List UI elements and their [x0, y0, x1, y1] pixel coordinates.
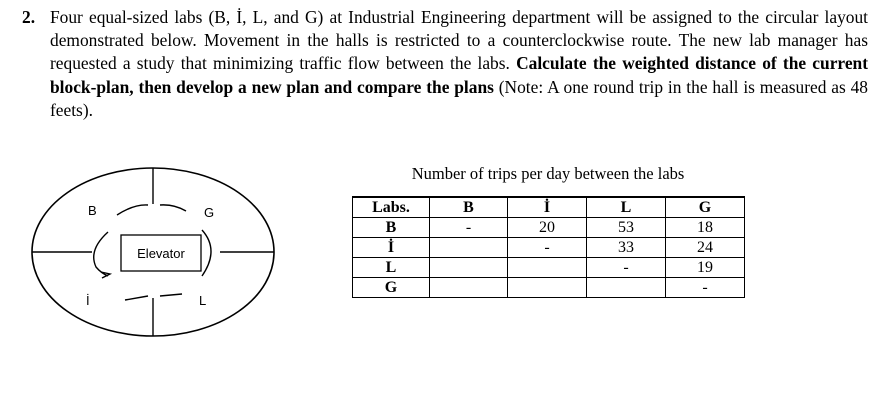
lab-label-bottom-right: L [199, 293, 207, 308]
table-cell [508, 258, 587, 278]
table-row [353, 238, 745, 258]
table-cell: 33 [587, 238, 666, 258]
row-label-i: İ [353, 238, 430, 258]
table-cell [430, 238, 508, 258]
table-cell: 18 [666, 218, 745, 238]
problem-text [50, 6, 868, 122]
left-arc [94, 232, 108, 276]
table-cell: - [430, 218, 508, 238]
table-cell: 20 [508, 218, 587, 238]
table-header-row [353, 197, 745, 218]
header-cell-i: İ [508, 197, 587, 218]
problem-number: 2. [22, 7, 36, 27]
top-left-arc [117, 205, 148, 215]
table-row [353, 258, 745, 278]
problem-text-bold: Calculate the weighted distance of the current block-plan, then develop a new plan and compare the plans [50, 53, 869, 97]
trips-table [352, 196, 745, 298]
header-cell-l: L [587, 197, 666, 218]
problem-text-plain: Four equal-sized labs (B, İ, L, and G) at Industrial Engineering department will be assigned to the circular layout demonstrated below. Movement in the halls is restricted to a counterclockwise route. The new lab manager has requested a study that minimizing traffic flow between the labs. [50, 7, 868, 74]
row-label-g: G [353, 278, 430, 298]
table-cell: 24 [666, 238, 745, 258]
circular-layout-diagram [30, 160, 286, 350]
bottom-left-tick [125, 296, 148, 300]
problem-statement [22, 6, 868, 122]
right-arc [202, 230, 211, 276]
table-cell: - [587, 258, 666, 278]
table-row [353, 218, 745, 238]
header-cell-labs: Labs. [353, 197, 430, 218]
row-label-l: L [353, 258, 430, 278]
table-cell: - [508, 238, 587, 258]
table-cell [587, 278, 666, 298]
table-row [353, 278, 745, 298]
header-cell-g: G [666, 197, 745, 218]
top-right-arc [160, 205, 186, 211]
row-label-b: B [353, 218, 430, 238]
bottom-right-tick [160, 294, 182, 296]
table-cell: 53 [587, 218, 666, 238]
table-cell [508, 278, 587, 298]
table-cell [430, 278, 508, 298]
table-caption: Number of trips per day between the labs [411, 164, 685, 183]
table-cell [430, 258, 508, 278]
header-cell-b: B [430, 197, 508, 218]
table-cell: 19 [666, 258, 745, 278]
elevator-label: Elevator [137, 246, 185, 261]
table-cell: - [666, 278, 745, 298]
lab-label-bottom-left: İ [86, 293, 90, 308]
lab-label-top-right: G [204, 205, 215, 220]
problem-note: (Note: A one round trip in the hall is measured as 48 feets). [50, 76, 868, 120]
lab-label-top-left: B [88, 203, 97, 218]
